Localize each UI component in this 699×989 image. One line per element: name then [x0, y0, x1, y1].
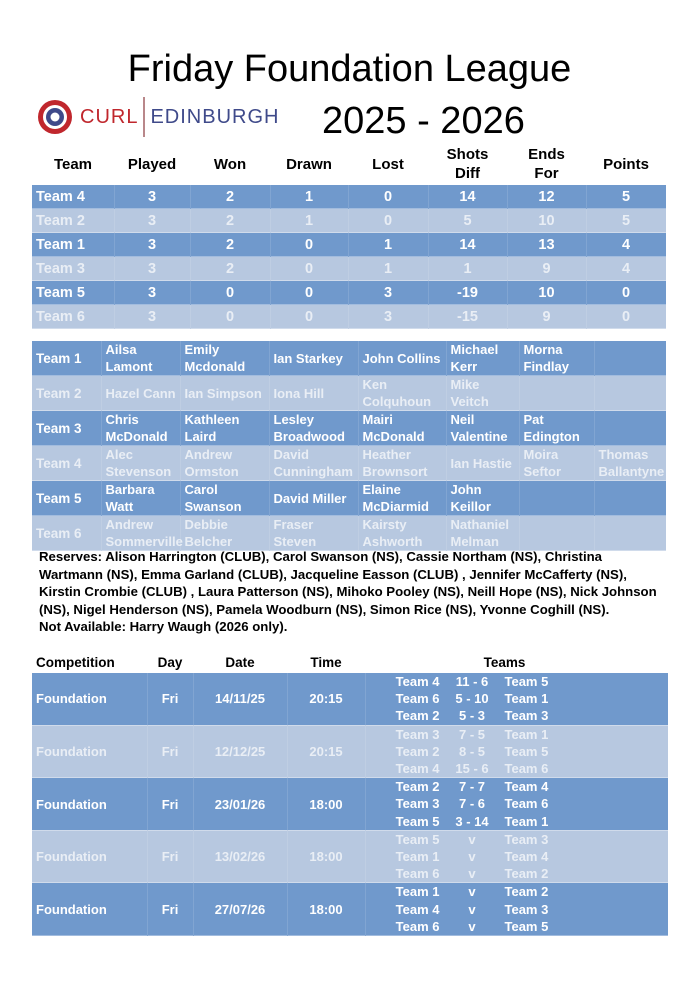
roster-player: Fraser Steven — [269, 516, 358, 551]
cell-day: Fri — [147, 830, 193, 883]
table-row — [32, 257, 666, 281]
cell-lost: 0 — [348, 185, 428, 209]
col-header-ends-for: Ends For — [528, 146, 565, 182]
cell-day: Fri — [147, 725, 193, 778]
cell-time: 18:00 — [287, 778, 365, 831]
cell-played: 3 — [114, 233, 190, 257]
cell-games — [365, 830, 668, 883]
roster-player: Michael Kerr — [446, 341, 519, 376]
game-line: Team 1 v Team 2 — [395, 884, 549, 900]
cell-time: 18:00 — [287, 883, 365, 936]
cell-drawn: 0 — [270, 281, 348, 305]
fixture-row — [32, 673, 668, 725]
logo-text-edinburgh: EDINBURGH — [150, 105, 280, 128]
roster-player: Debbie Belcher — [180, 516, 269, 551]
cell-date: 12/12/25 — [193, 725, 287, 778]
cell-shots-diff: -19 — [428, 281, 507, 305]
cell-points: 4 — [586, 257, 666, 281]
roster-row — [32, 446, 666, 481]
roster-player: Chris McDonald — [101, 411, 180, 446]
cell-won: 2 — [190, 209, 270, 233]
col-header-played: Played — [127, 155, 177, 173]
notes-section — [39, 548, 667, 636]
table-row — [32, 281, 666, 305]
cell-points: 0 — [586, 305, 666, 329]
roster-player — [594, 481, 666, 516]
roster-player: John Collins — [358, 341, 446, 376]
cell-drawn: 1 — [270, 209, 348, 233]
col-header-shots-diff: Shots Diff — [446, 146, 489, 182]
roster-player: Andrew Ormston — [180, 446, 269, 481]
roster-team: Team 5 — [32, 481, 101, 516]
game-line: Team 6 v Team 5 — [395, 918, 549, 934]
game-line: Team 2 8 - 5 Team 5 — [395, 743, 549, 759]
col-header-time: Time — [310, 655, 342, 670]
roster-player: Ian Simpson — [180, 376, 269, 411]
logo-text-curl: CURL — [80, 105, 139, 128]
cell-shots-diff: 1 — [428, 257, 507, 281]
roster-player: Elaine McDiarmid — [358, 481, 446, 516]
logo-divider — [143, 97, 145, 137]
not-available-text: Not Available: Harry Waugh (2026 only). — [39, 619, 288, 634]
fixture-row — [32, 830, 668, 883]
table-row — [32, 305, 666, 329]
cell-games — [365, 778, 668, 831]
roster-player: Neil Valentine — [446, 411, 519, 446]
cell-shots-diff: 5 — [428, 209, 507, 233]
roster-player: Kairsty Ashworth — [358, 516, 446, 551]
cell-points: 5 — [586, 209, 666, 233]
cell-shots-diff: 14 — [428, 185, 507, 209]
page-title: Friday Foundation League — [127, 48, 572, 90]
game-line: Team 4 11 - 6 Team 5 — [395, 674, 549, 689]
roster-player: Moira Seftor — [519, 446, 594, 481]
fixture-row — [32, 725, 668, 778]
cell-won: 2 — [190, 233, 270, 257]
roster-player: Heather Brownsort — [358, 446, 446, 481]
cell-points: 5 — [586, 185, 666, 209]
roster-player — [594, 341, 666, 376]
roster-player: Ian Starkey — [269, 341, 358, 376]
cell-drawn: 0 — [270, 257, 348, 281]
cell-games — [365, 673, 668, 725]
roster-team: Team 1 — [32, 341, 101, 376]
roster-player — [594, 516, 666, 551]
cell-date: 23/01/26 — [193, 778, 287, 831]
fixtures-header-row — [32, 652, 668, 673]
cell-team: Team 1 — [32, 233, 114, 257]
cell-time: 18:00 — [287, 830, 365, 883]
roster-player: Hazel Cann — [101, 376, 180, 411]
cell-won: 2 — [190, 257, 270, 281]
cell-lost: 1 — [348, 257, 428, 281]
roster-player: Emily Mcdonald — [180, 341, 269, 376]
col-header-teams: Teams — [483, 655, 526, 670]
game-line: Team 1 v Team 4 — [395, 849, 549, 865]
cell-lost: 3 — [348, 305, 428, 329]
roster-player: Thomas Ballantyne — [594, 446, 666, 481]
curl-edinburgh-logo — [36, 95, 286, 139]
roster-player: Carol Swanson — [180, 481, 269, 516]
roster-player: Ailsa Lamont — [101, 341, 180, 376]
cell-date: 27/07/26 — [193, 883, 287, 936]
cell-shots-diff: 14 — [428, 233, 507, 257]
standings-header-row — [32, 143, 666, 185]
cell-played: 3 — [114, 305, 190, 329]
cell-team: Team 2 — [32, 209, 114, 233]
roster-player: Barbara Watt — [101, 481, 180, 516]
cell-shots-diff: -15 — [428, 305, 507, 329]
col-header-date: Date — [225, 655, 255, 670]
curling-stone-target-icon — [36, 98, 74, 136]
cell-ends-for: 13 — [507, 233, 586, 257]
cell-won: 0 — [190, 281, 270, 305]
game-line: Team 6 v Team 2 — [395, 866, 549, 882]
cell-team: Team 5 — [32, 281, 114, 305]
game-line: Team 5 v Team 3 — [395, 831, 549, 847]
roster-player — [594, 411, 666, 446]
col-header-drawn: Drawn — [286, 155, 332, 173]
cell-date: 14/11/25 — [193, 673, 287, 725]
roster-player — [519, 516, 594, 551]
col-header-team: Team — [53, 155, 93, 173]
cell-played: 3 — [114, 185, 190, 209]
roster-player — [519, 481, 594, 516]
game-line: Team 6 5 - 10 Team 1 — [395, 691, 549, 707]
cell-lost: 0 — [348, 209, 428, 233]
cell-played: 3 — [114, 257, 190, 281]
cell-competition: Foundation — [32, 778, 147, 831]
game-line: Team 2 7 - 7 Team 4 — [395, 779, 549, 795]
cell-won: 2 — [190, 185, 270, 209]
table-row — [32, 185, 666, 209]
cell-points: 4 — [586, 233, 666, 257]
roster-player: David Cunningham — [269, 446, 358, 481]
cell-drawn: 1 — [270, 185, 348, 209]
roster-player: Nathaniel Melman — [446, 516, 519, 551]
roster-player: Andrew Sommerville — [101, 516, 180, 551]
cell-drawn: 0 — [270, 233, 348, 257]
reserves-text: Reserves: Alison Harrington (CLUB), Carol Swanson (NS), Cassie Northam (NS), Christina Wartmann (NS), Emma Garland (CLUB), Jacqueline Easson (CLUB) , Jennifer McCafferty (NS), Kirstin Crombie (CLUB) , Laura Patterson (NS), Mihoko Pooley (NS), Neill Hope (NS), Nick Johnson (NS), Nigel Henderson (NS), Pamela Woodburn (NS), Simon Rice (NS), Yvonne Coghill (NS). — [39, 549, 657, 617]
roster-player: Pat Edington — [519, 411, 594, 446]
cell-day: Fri — [147, 673, 193, 725]
cell-competition: Foundation — [32, 673, 147, 725]
roster-team: Team 4 — [32, 446, 101, 481]
roster-row — [32, 481, 666, 516]
roster-player: Iona Hill — [269, 376, 358, 411]
cell-won: 0 — [190, 305, 270, 329]
fixtures-table — [32, 652, 669, 936]
roster-player: Ken Colquhoun — [358, 376, 446, 411]
cell-played: 3 — [114, 209, 190, 233]
cell-time: 20:15 — [287, 673, 365, 725]
cell-ends-for: 10 — [507, 209, 586, 233]
fixture-row — [32, 778, 668, 831]
cell-competition: Foundation — [32, 725, 147, 778]
roster-player: Morna Findlay — [519, 341, 594, 376]
cell-points: 0 — [586, 281, 666, 305]
standings-table — [32, 143, 667, 329]
cell-ends-for: 10 — [507, 281, 586, 305]
cell-team: Team 3 — [32, 257, 114, 281]
roster-player — [519, 376, 594, 411]
fixture-row — [32, 883, 668, 936]
roster-player: Mike Veitch — [446, 376, 519, 411]
cell-ends-for: 9 — [507, 305, 586, 329]
table-row — [32, 209, 666, 233]
roster-player: Lesley Broadwood — [269, 411, 358, 446]
roster-team: Team 3 — [32, 411, 101, 446]
cell-ends-for: 9 — [507, 257, 586, 281]
cell-played: 3 — [114, 281, 190, 305]
game-line: Team 3 7 - 6 Team 6 — [395, 796, 549, 812]
col-header-points: Points — [603, 155, 649, 173]
roster-player: Ian Hastie — [446, 446, 519, 481]
roster-player: Alec Stevenson — [101, 446, 180, 481]
cell-competition: Foundation — [32, 883, 147, 936]
roster-row — [32, 376, 666, 411]
table-row — [32, 233, 666, 257]
cell-lost: 3 — [348, 281, 428, 305]
cell-team: Team 4 — [32, 185, 114, 209]
roster-team: Team 6 — [32, 516, 101, 551]
roster-player: John Keillor — [446, 481, 519, 516]
cell-day: Fri — [147, 778, 193, 831]
cell-games — [365, 883, 668, 936]
roster-player — [594, 376, 666, 411]
col-header-lost: Lost — [372, 155, 404, 173]
roster-team: Team 2 — [32, 376, 101, 411]
cell-team: Team 6 — [32, 305, 114, 329]
cell-games — [365, 725, 668, 778]
col-header-won: Won — [213, 155, 247, 173]
cell-time: 20:15 — [287, 725, 365, 778]
roster-player: Kathleen Laird — [180, 411, 269, 446]
game-line: Team 5 3 - 14 Team 1 — [395, 813, 549, 829]
cell-date: 13/02/26 — [193, 830, 287, 883]
game-line: Team 4 v Team 3 — [395, 901, 549, 917]
game-line: Team 4 15 - 6 Team 6 — [395, 761, 549, 777]
game-line: Team 3 7 - 5 Team 1 — [395, 726, 549, 742]
roster-row — [32, 411, 666, 446]
roster-row — [32, 341, 666, 376]
cell-competition: Foundation — [32, 830, 147, 883]
cell-ends-for: 12 — [507, 185, 586, 209]
roster-player: Mairi McDonald — [358, 411, 446, 446]
cell-lost: 1 — [348, 233, 428, 257]
game-line: Team 2 5 - 3 Team 3 — [395, 708, 549, 724]
cell-drawn: 0 — [270, 305, 348, 329]
season-subtitle: 2025 - 2026 — [322, 100, 525, 142]
team-rosters-table — [32, 341, 667, 551]
cell-day: Fri — [147, 883, 193, 936]
roster-player: David Miller — [269, 481, 358, 516]
col-header-competition: Competition — [36, 655, 115, 670]
roster-row — [32, 516, 666, 551]
col-header-day: Day — [157, 655, 183, 670]
